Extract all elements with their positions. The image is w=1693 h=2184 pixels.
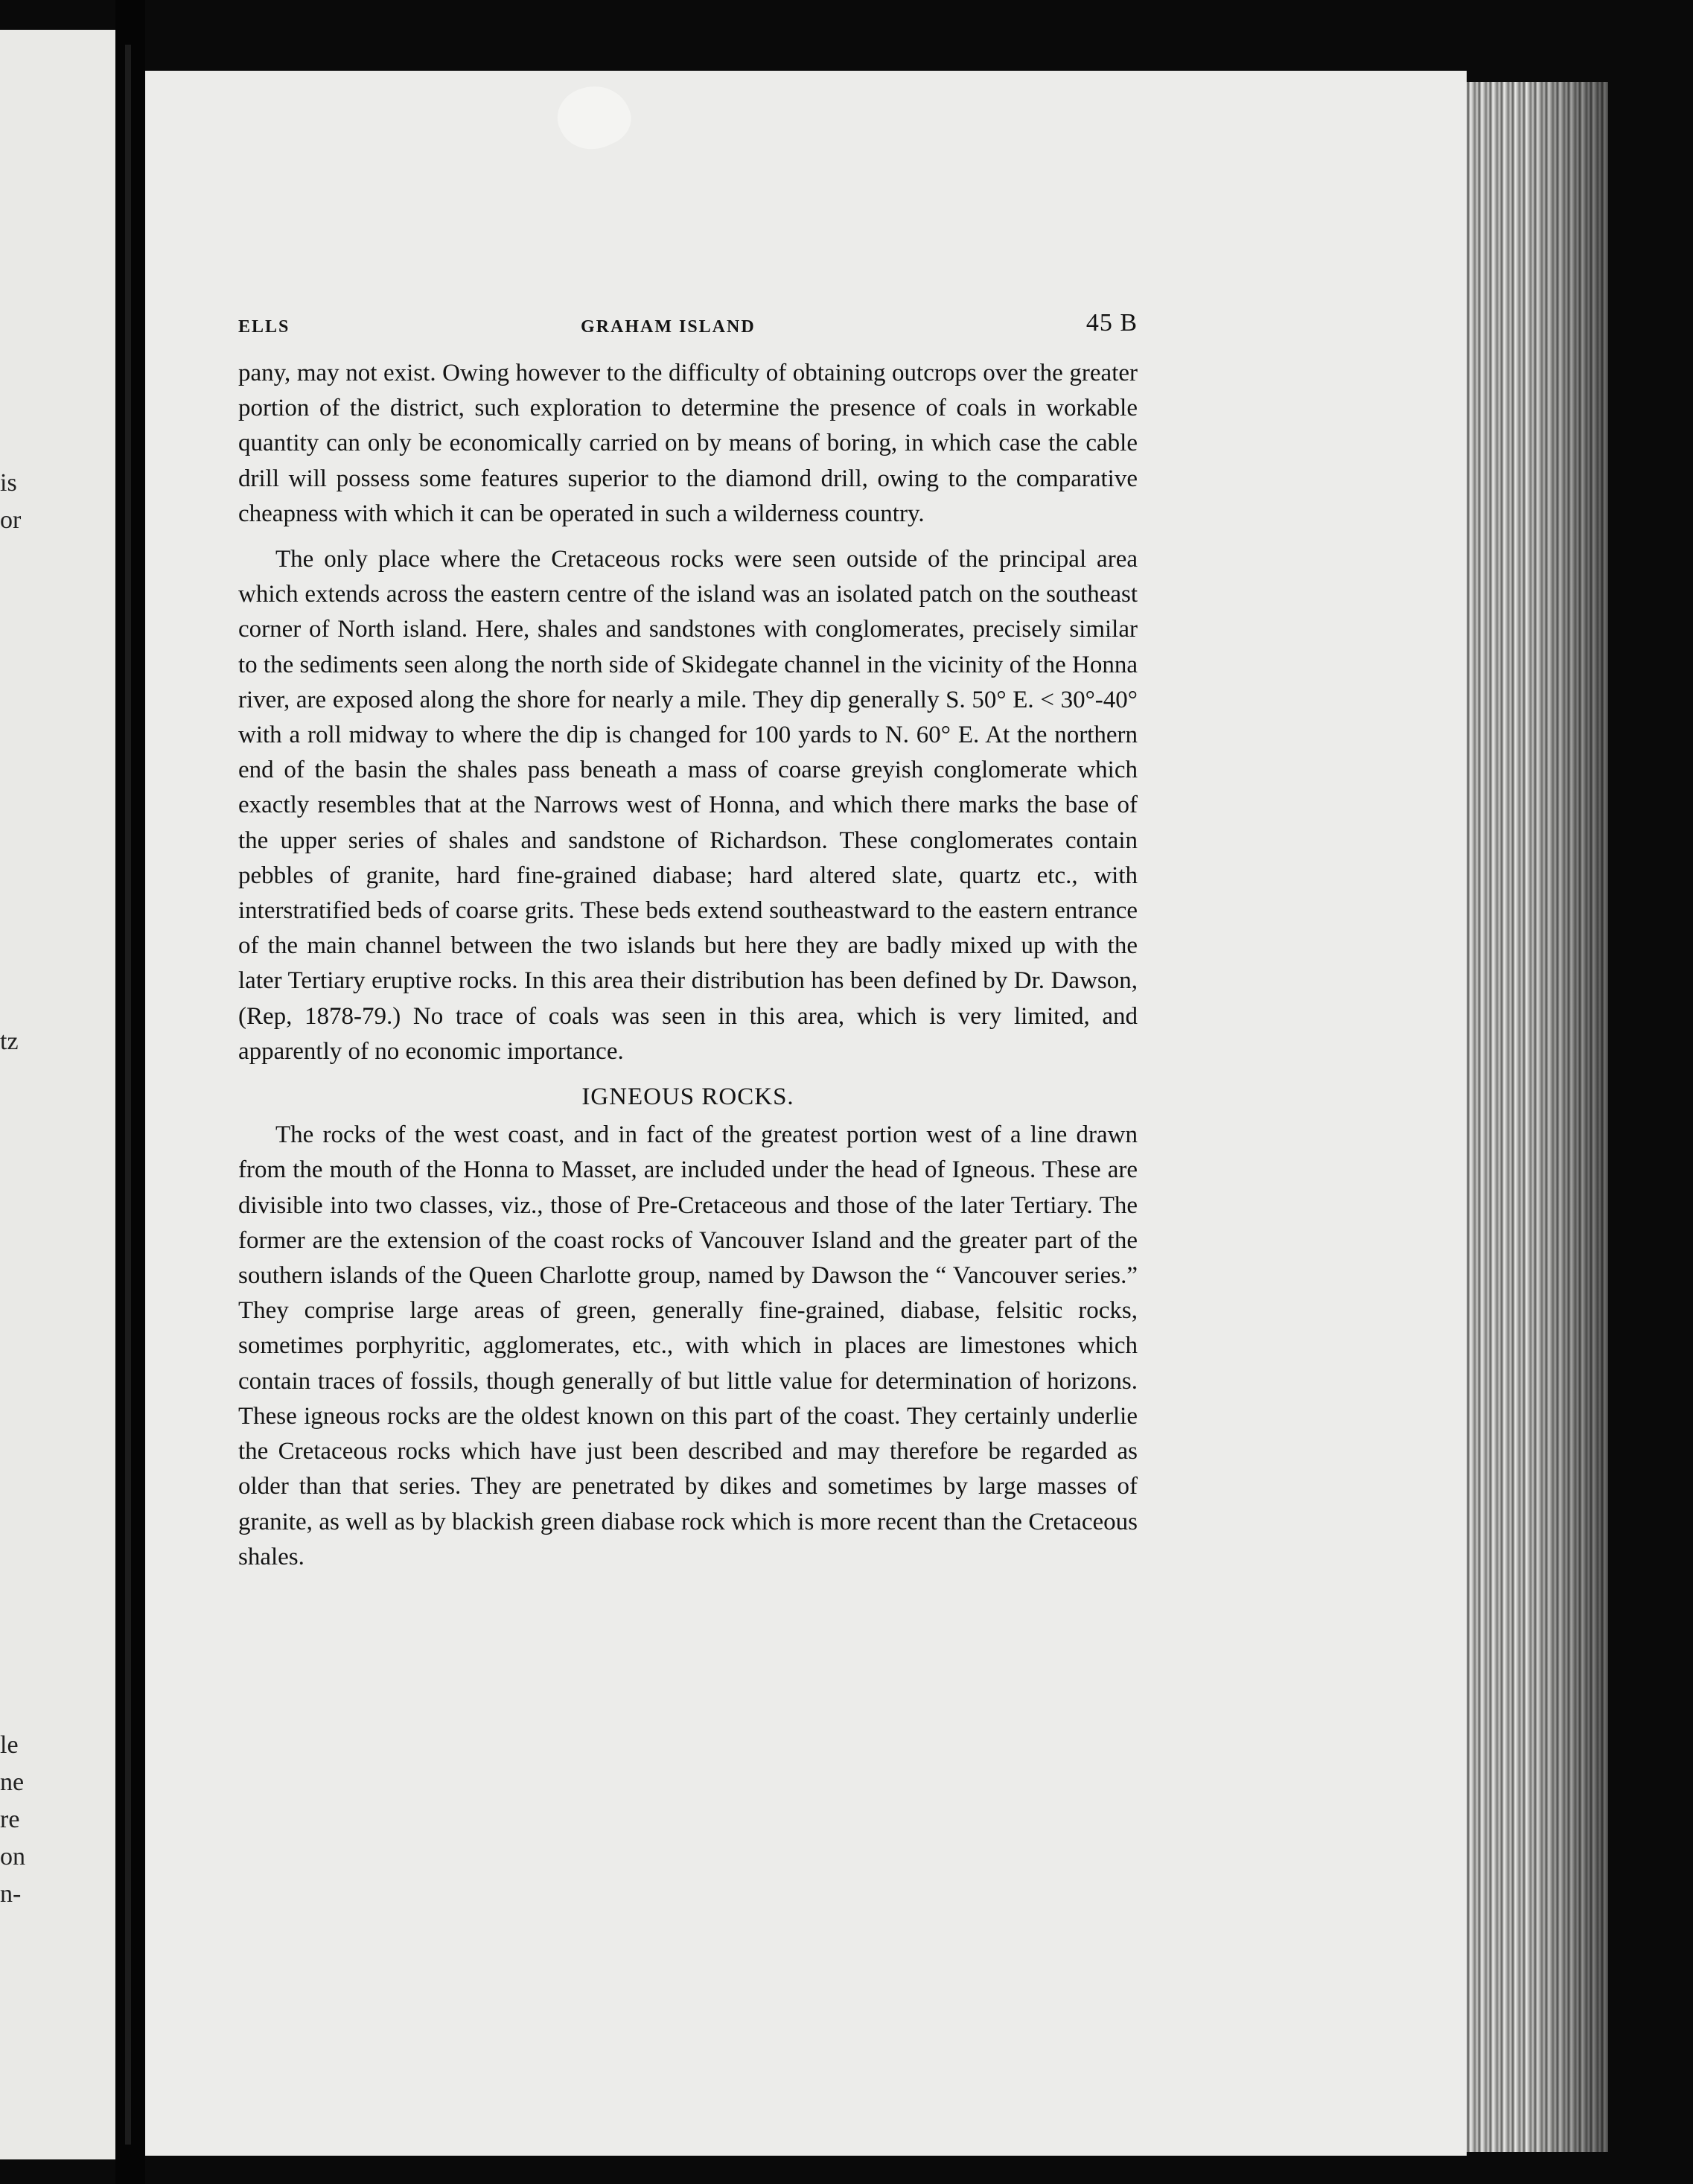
left-page-fragment: tz	[0, 1028, 19, 1055]
page-content	[238, 305, 1138, 1575]
left-page-fragment: ne	[0, 1768, 25, 1796]
left-page-fragment: is	[0, 469, 17, 497]
paper-tear-mark	[548, 74, 639, 161]
left-page-fragment: on	[0, 1843, 25, 1871]
running-header	[238, 305, 1138, 343]
paragraph-cretaceous-outlier: The only place where the Cretaceous rocks were seen outside of the principal area which extends across the eastern centre of the island was an isolated patch on the southeast corner of North island. Here, shales and sandstones with conglomerates, precisely similar to the sediments seen along the north side of Skidegate channel in the vicinity of the Honna river, are exposed along the shore for nearly a mile. They dip generally S. 50° E. < 30°-40° with a roll midway to where the dip is changed for 100 yards to N. 60° E. At the northern end of the basin the shales pass beneath a mass of coarse greyish conglomerate which exactly resembles that at the Narrows west of Honna, and which there marks the base of the upper series of shales and sandstone of Richardson. These conglomerates contain pebbles of granite, hard fine-grained diabase; hard altered slate, quartz etc., with interstratified beds of coarse grits. These beds extend southeastward to the eastern entrance of the main channel between the two islands but here they are badly mixed up with the later Tertiary eruptive rocks. In this area their distribution has been defined by Dr. Dawson, (Rep, 1878-79.) No trace of coals was seen in this area, which is very limited, and apparently of no economic importance.	[238, 546, 1138, 1065]
header-author: ELLS	[238, 317, 290, 337]
gutter-shadow	[125, 45, 131, 2145]
header-title: GRAHAM ISLAND	[581, 317, 756, 337]
left-page-fragment: le	[0, 1731, 19, 1759]
section-heading: IGNEOUS ROCKS.	[581, 1083, 794, 1111]
paragraph-continuation: pany, may not exist. Owing however to the difficulty of obtaining outcrops over the greater portion of the district, such exploration to determine the presence of coals in workable quantity can only be economically carried on by means of boring, in which case the cable drill will possess some features superior to the diamond drill, owing to the comparative cheapness with which it can be operated in such a wilderness country.	[238, 360, 1138, 527]
page-stack-shadow	[1526, 82, 1608, 2152]
page-number: 45 B	[1085, 309, 1138, 337]
left-page-fragment: n-	[0, 1880, 22, 1908]
previous-page-edge	[0, 30, 115, 2159]
left-page-fragment: re	[0, 1806, 20, 1833]
book-page	[145, 71, 1467, 2156]
paragraph-igneous-rocks: The rocks of the west coast, and in fact of the greatest portion west of a line drawn from the mouth of the Honna to Masset, are included under the head of Igneous. These are divisible into two classes, viz., those of Pre-Cretaceous and those of the later Tertiary. The former are the extension of the coast rocks of Vancouver Island and the greater part of the southern islands of the Queen Charlotte group, named by Dawson the “ Vancouver series.” They comprise large areas of green, generally fine-grained, diabase, felsitic rocks, sometimes porphyritic, agglomerates, etc., with which in places are limestones which contain traces of fossils, though generally of but little value for determination of horizons. These igneous rocks are the oldest known on this part of the coast. They certainly underlie the Cretaceous rocks which have just been described and may therefore be regarded as older than that series. They are penetrated by dikes and sometimes by large masses of granite, as well as by blackish green diabase rock which is more recent than the Cretaceous shales.	[238, 1121, 1138, 1570]
left-page-fragment: or	[0, 506, 22, 534]
